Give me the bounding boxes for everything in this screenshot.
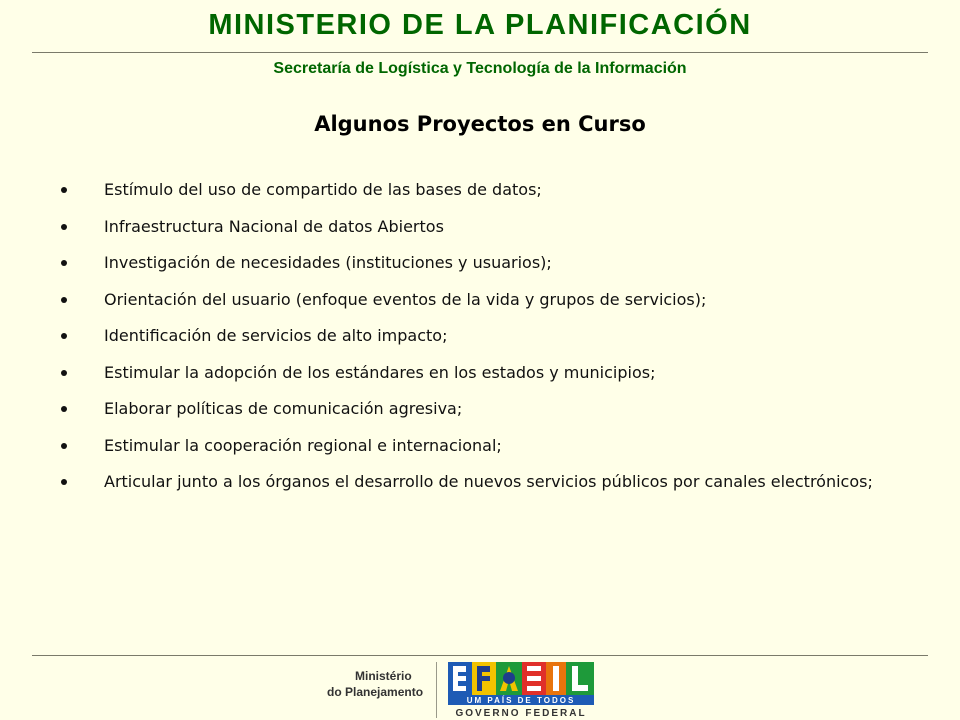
list-item-text: Estimular la adopción de los estándares en los estados y municipios; xyxy=(104,362,656,382)
list-item xyxy=(56,318,876,355)
list-item xyxy=(56,172,876,209)
list-item xyxy=(56,428,876,465)
ministry-title: MINISTERIO DE LA PLANIFICACIÓN xyxy=(208,9,752,41)
list-item xyxy=(56,391,876,428)
header-divider xyxy=(32,52,928,53)
logo-tagline: UM PAÍS DE TODOS xyxy=(466,696,576,705)
ministerio-line1: Ministério xyxy=(355,669,412,683)
footer xyxy=(0,660,960,720)
bullet-icon xyxy=(61,260,67,266)
list-item-text: Investigación de necesidades (instituciones y usuarios); xyxy=(104,253,552,272)
list-item xyxy=(56,245,876,282)
secretariat-subtitle: Secretaría de Logística y Tecnología de la Información xyxy=(273,60,687,77)
list-item-text: Estímulo del uso de compartido de las bases de datos; xyxy=(104,180,542,199)
bullet-icon xyxy=(61,187,67,193)
list-item-text: Elaborar políticas de comunicación agresiva; xyxy=(104,399,463,418)
list-item-text: Articular junto a los órganos el desarrollo de nuevos servicios públicos por canales electrónicos; xyxy=(104,472,873,491)
bullet-icon xyxy=(61,443,67,449)
project-list xyxy=(56,172,876,501)
bullet-icon xyxy=(61,370,67,376)
footer-divider xyxy=(32,655,928,656)
bullet-icon xyxy=(61,479,67,485)
bullet-icon xyxy=(61,333,67,339)
list-item-text: Infraestructura Nacional de datos Abiertos xyxy=(104,216,444,236)
logo-government: GOVERNO FEDERAL xyxy=(455,708,587,718)
section-title: Algunos Proyectos en Curso xyxy=(314,112,646,136)
bullet-icon xyxy=(61,406,67,412)
ministerio-line2: do Planejamento xyxy=(327,685,424,699)
list-item xyxy=(56,209,876,246)
ministerio-logo-text xyxy=(327,668,423,700)
list-item-text: Orientación del usuario (enfoque eventos de la vida y grupos de servicios); xyxy=(104,289,707,309)
list-item-text: Estimular la cooperación regional e internacional; xyxy=(104,435,502,455)
brasil-logo xyxy=(448,662,594,718)
list-item xyxy=(56,282,876,319)
list-item xyxy=(56,464,876,501)
bullet-icon xyxy=(61,297,67,303)
list-item xyxy=(56,355,876,392)
list-item-text: Identificación de servicios de alto impacto; xyxy=(104,326,448,345)
footer-separator xyxy=(436,662,437,718)
bullet-icon xyxy=(61,224,67,230)
